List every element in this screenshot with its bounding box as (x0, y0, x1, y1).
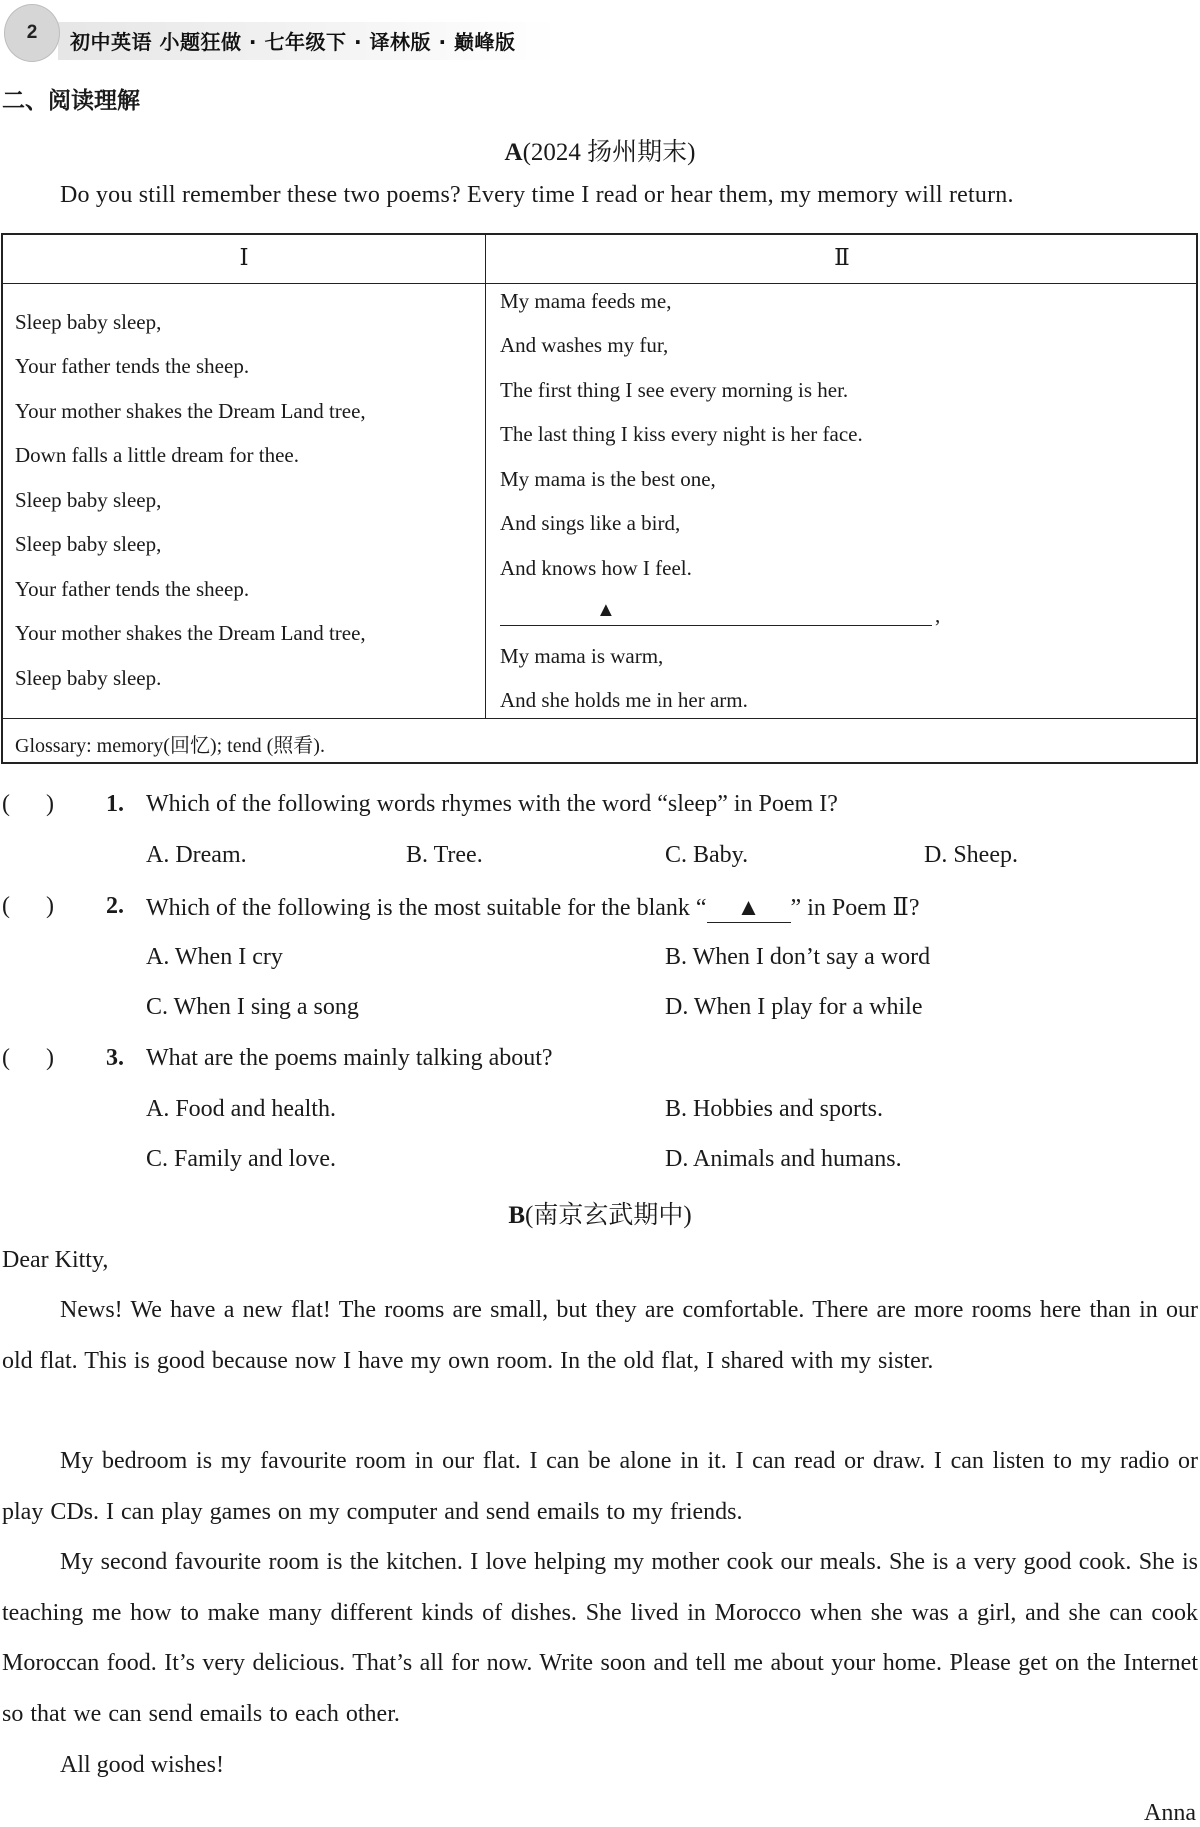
poem-2-line: And sings like a bird, (500, 511, 681, 535)
glossary: Glossary: memory(回忆); tend (照看). (15, 735, 325, 757)
poem-2-line: My mama feeds me, (500, 289, 672, 313)
poem-2-line: And washes my fur, (500, 333, 669, 357)
option-c: C. Baby. (665, 842, 749, 868)
passage-a-title (0, 132, 1200, 168)
passage-b-source: (南京玄武期中) (525, 1202, 692, 1229)
question-number: 2. (106, 893, 124, 919)
poem-1-line: Your father tends the sheep. (15, 354, 250, 378)
passage-a-source: (2024 扬州期末) (522, 139, 696, 166)
poem-1-line: Your mother shakes the Dream Land tree, (15, 621, 366, 645)
question-text-before: Which of the following is the most suitable for the blank “ (146, 895, 707, 921)
option-a: A. When I cry (146, 944, 283, 970)
poem-1-line: Sleep baby sleep, (15, 310, 162, 334)
poem-1-line: Sleep baby sleep, (15, 532, 162, 556)
poem-1-header: Ⅰ (239, 245, 249, 270)
option-b: B. Tree. (406, 842, 483, 868)
poem-2-line: My mama is the best one, (500, 467, 716, 491)
question-number: 3. (106, 1045, 124, 1071)
letter-paragraph: My second favourite room is the kitchen. I love helping my mother cook our meals. She is a very good cook. She is teaching me how to make many different kinds of dishes. She lived in Morocco when she was a girl, and she can cook Moroccan food. It’s very delicious. That’s all for now. Write soon and tell me about your home. Please get on the Internet so that we can send emails to each other. (2, 1549, 1198, 1727)
answer-paren[interactable]: ( ) (2, 893, 54, 919)
passage-b-label: B (508, 1202, 526, 1229)
poem-1-line: Your father tends the sheep. (15, 577, 250, 601)
passage-b-title (0, 1195, 1200, 1231)
option-c: C. Family and love. (146, 1146, 336, 1172)
poem-1-line: Sleep baby sleep, (15, 488, 162, 512)
question-text-after: ” in Poem Ⅱ? (790, 895, 920, 921)
poem-1-line: Sleep baby sleep. (15, 666, 162, 690)
letter-greeting: Dear Kitty, (2, 1247, 109, 1273)
option-d: D. Sheep. (924, 842, 1018, 868)
letter-paragraph: News! We have a new flat! The rooms are small, but they are comfortable. There are more rooms here than in our old flat. This is good because now I have my own room. In the old flat, I shared with my sister. (2, 1297, 1198, 1374)
letter-closing: All good wishes! (60, 1752, 224, 1778)
option-a: A. Food and health. (146, 1096, 336, 1122)
question-blank: ▲ (707, 895, 791, 923)
passage-a-intro: Do you still remember these two poems? Every time I read or hear them, my memory will return. (60, 182, 1014, 208)
glossary-rule (3, 718, 1196, 719)
book-title: 初中英语 小题狂做 · 七年级下 · 译林版 · 巅峰版 (70, 30, 516, 54)
passage-a-label: A (504, 139, 523, 166)
option-c: C. When I sing a song (146, 994, 359, 1020)
blank-comma: , (935, 603, 941, 627)
section-heading: 二、阅读理解 (2, 88, 140, 114)
question-number: 1. (106, 791, 124, 817)
letter-signature: Anna (1144, 1800, 1196, 1826)
option-b: B. Hobbies and sports. (665, 1096, 883, 1122)
poem-1-line: Your mother shakes the Dream Land tree, (15, 399, 366, 423)
page-header (0, 0, 1200, 66)
option-d: D. Animals and humans. (665, 1146, 902, 1172)
answer-paren[interactable]: ( ) (2, 1045, 54, 1071)
poem-2-blank (500, 625, 932, 626)
question-text (146, 893, 920, 923)
poem-2-line: My mama is warm, (500, 644, 664, 668)
question-text: What are the poems mainly talking about? (146, 1045, 553, 1071)
poem-2-line: The last thing I kiss every night is her face. (500, 422, 863, 446)
poem-2-line: And knows how I feel. (500, 556, 692, 580)
answer-paren[interactable]: ( ) (2, 791, 54, 817)
column-divider (485, 235, 486, 718)
poem-2-header: Ⅱ (834, 245, 850, 270)
letter-paragraph: My bedroom is my favourite room in our flat. I can be alone in it. I can read or draw. I can listen to my radio or play CDs. I can play games on my computer and send emails to my friends. (2, 1448, 1198, 1525)
question-text: Which of the following words rhymes with the word “sleep” in Poem I? (146, 791, 838, 817)
poem-2-line: And she holds me in her arm. (500, 688, 748, 712)
option-d: D. When I play for a while (665, 994, 923, 1020)
poem-1-line: Down falls a little dream for thee. (15, 443, 299, 467)
header-rule (3, 283, 1196, 284)
poem-table (1, 233, 1198, 764)
page-number: 2 (4, 4, 60, 62)
option-b: B. When I don’t say a word (665, 944, 931, 970)
blank-triangle-marker: ▲ (596, 599, 616, 621)
poem-2-line: The first thing I see every morning is her. (500, 378, 849, 402)
option-a: A. Dream. (146, 842, 247, 868)
